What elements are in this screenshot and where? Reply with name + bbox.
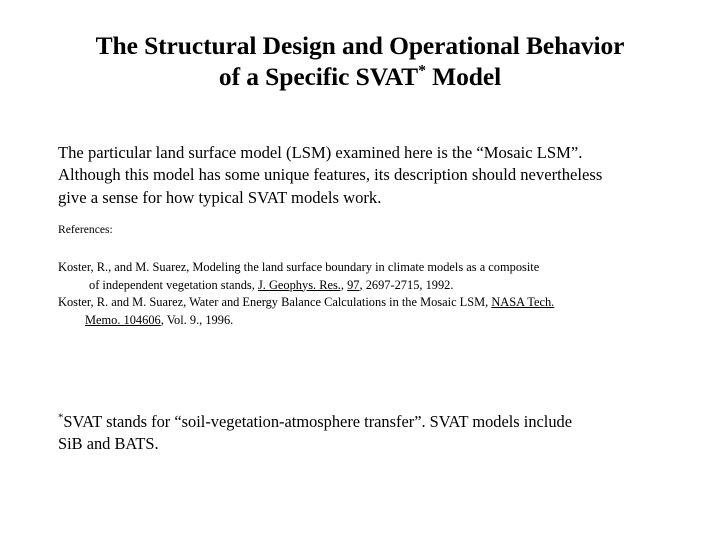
reference-1-journal: J. Geophys. Res., bbox=[257, 277, 344, 292]
reference-1-prefix: of independent vegetation stands, bbox=[89, 277, 258, 292]
title-line-2 bbox=[44, 61, 676, 92]
body-paragraph bbox=[58, 142, 672, 209]
body-line-1: The particular land surface model (LSM) examined here is the “Mosaic LSM”. bbox=[58, 143, 583, 162]
reference-2-prefix: Koster, R. and M. Suarez, Water and Energy Balance Calculations in the Mosaic LSM, bbox=[58, 295, 492, 310]
reference-2-series-part-2: Memo. 104606 bbox=[85, 312, 161, 327]
reference-1-pages-year: , 2697-2715, 1992. bbox=[359, 277, 454, 292]
page-title bbox=[44, 30, 676, 92]
footnote bbox=[58, 411, 678, 455]
title-line-1: The Structural Design and Operational Behavior bbox=[95, 31, 625, 60]
reference-entry-2-line-1 bbox=[58, 294, 678, 312]
title-line-2-text: of a Specific SVAT bbox=[218, 62, 419, 91]
footnote-line-1-text: SVAT stands for “soil-vegetation-atmosphere transfer”. SVAT models include bbox=[63, 412, 573, 431]
reference-1-volume: 97 bbox=[347, 277, 360, 292]
reference-entry-1-line-1: Koster, R., and M. Suarez, Modeling the land surface boundary in climate models as a composite bbox=[58, 260, 540, 274]
footnote-line-1 bbox=[58, 411, 678, 433]
title-line-2-tail: Model bbox=[425, 62, 502, 91]
body-line-3: give a sense for how typical SVAT models work. bbox=[58, 187, 382, 207]
body-line-2: Although this model has some unique features, its description should nevertheless bbox=[58, 165, 603, 185]
references-list bbox=[58, 259, 678, 329]
title-footnote-marker: * bbox=[418, 62, 426, 80]
reference-entry-1-line-2 bbox=[58, 277, 678, 295]
footnote-line-2: SiB and BATS. bbox=[58, 434, 159, 454]
footnote-marker: * bbox=[58, 411, 64, 424]
reference-2-volume-year: , Vol. 9., 1996. bbox=[160, 312, 234, 327]
references-label: References: bbox=[58, 223, 113, 236]
reference-entry-2-line-2 bbox=[58, 312, 678, 330]
reference-2-series-part-1: NASA Tech. bbox=[491, 295, 555, 310]
